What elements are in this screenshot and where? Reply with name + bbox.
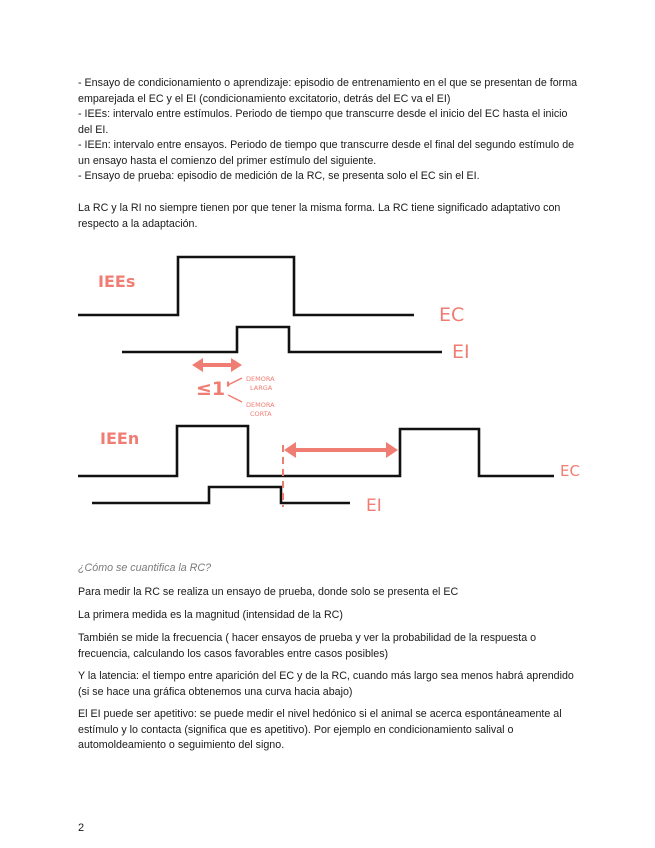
ec-label: EC (439, 304, 465, 326)
ec-label-2: EC (560, 462, 580, 480)
delay-long-word-1: DEMORA (246, 375, 275, 383)
ei-label: EI (452, 341, 470, 363)
definitions-block (78, 76, 578, 185)
definition-iees: - IEEs: intervalo entre estímulos. Periodo de tiempo que transcurre desde el inicio del EC hasta el inicio del EI. (78, 108, 568, 136)
paragraph-appetitive: El EI puede ser apetitivo: se puede medir el nivel hedónico si el animal se acerca espontáneamente al estímulo y lo contacta (significa que es apetitivo). Por ejemplo en condicionamiento salival o automoldeamiento o seguimiento del signo. (78, 708, 562, 751)
ei-signal-line (122, 327, 442, 352)
page-number: 2 (78, 822, 85, 834)
delay-long-word-2: LARGA (250, 384, 273, 392)
delay-short-word-1: DEMORA (246, 401, 275, 409)
section-title: ¿Cómo se cuantifica la RC? (78, 562, 212, 574)
definition-conditioning-trial: - Ensayo de condicionamiento o aprendizaje: episodio de entrenamiento en el que se presentan de forma emparejada el EC y el EI (condicionamiento excitatorio, detrás del EC va el EI) (78, 77, 578, 105)
ieen-label: IEEn (100, 429, 140, 448)
ei-signal-line-2 (92, 487, 350, 503)
paragraph-measure: Para medir la RC se realiza un ensayo de prueba, donde solo se presenta el EC (78, 586, 459, 598)
delay-value: ≤1' (196, 378, 231, 400)
intro-paragraph: La RC y la RI no siempre tienen por que tener la misma forma. La RC tiene significado adaptativo con respecto a la adaptación. (78, 202, 561, 230)
iees-arrow (192, 358, 242, 372)
ieen-arrow (284, 442, 398, 458)
stimulus-timing-diagram (70, 245, 590, 525)
ei-label-2: EI (366, 496, 382, 516)
paragraph-frequency: También se mide la frecuencia ( hacer ensayos de prueba y ver la probabilidad de la respuesta o frecuencia, calculando los casos favorables entre casos posibles) (78, 632, 537, 660)
iees-label: IEEs (98, 272, 136, 291)
paragraph-latency: Y la latencia: el tiempo entre aparición del EC y de la RC, cuando más largo sea menos habrá aprendido (si se hace una gráfica obtenemos una curva hacia abajo) (78, 670, 574, 698)
paragraph-magnitude: La primera medida es la magnitud (intensidad de la RC) (78, 609, 343, 621)
definition-test-trial: - Ensayo de prueba: episodio de medición de la RC, se presenta solo el EC sin el EI. (78, 170, 480, 182)
delay-short-word-2: CORTA (250, 410, 272, 418)
definition-ieen: - IEEn: intervalo entre ensayos. Periodo de tiempo que transcurre desde el final del segundo estímulo de un ensayo hasta el comienzo del primer estímulo del siguiente. (78, 139, 575, 167)
